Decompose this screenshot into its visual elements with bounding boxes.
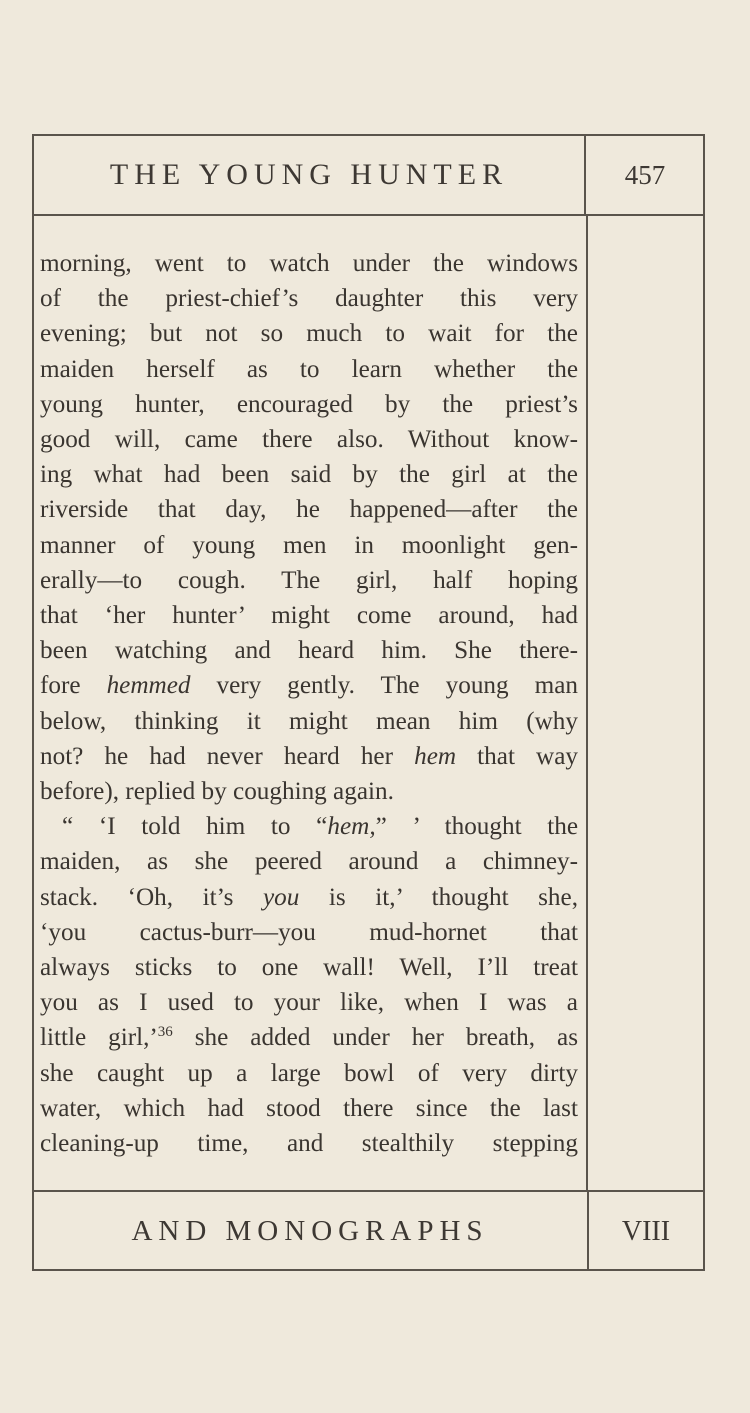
text-line: maiden herself as to learn whether the: [40, 355, 578, 383]
margin-column-rule: [586, 214, 588, 1192]
text-run: very gently. The young man: [190, 672, 578, 700]
text-line: you as I used to your like, when I was a: [40, 989, 578, 1017]
text-line: ‘you cactus-burr—you mud-hornet that: [40, 918, 578, 946]
text-line: manner of young men in moonlight gen-: [40, 531, 578, 559]
volume-number: VIII: [621, 1215, 671, 1247]
text-run: ” ’ thought the: [375, 813, 579, 841]
text-line: young hunter, encouraged by the priest’s: [40, 390, 578, 418]
italic-word: you: [262, 883, 300, 911]
text-line: [40, 739, 578, 774]
text-line: [40, 1020, 578, 1055]
text-line: [40, 668, 578, 703]
text-line: good will, came there also. Without know-: [40, 426, 578, 454]
text-line: maiden, as she peered around a chimney-: [40, 848, 578, 876]
text-run: little girl,’: [40, 1024, 158, 1052]
text-line: below, thinking it might mean him (why: [40, 707, 578, 735]
text-line: been watching and heard him. She there-: [40, 637, 578, 665]
text-line: erally—to cough. The girl, half hoping: [40, 566, 578, 594]
text-line: of the priest-chief’s daughter this very: [40, 285, 578, 313]
italic-word: hem,: [327, 813, 376, 841]
body-text: [40, 246, 578, 1161]
running-head-title: THE YOUNG HUNTER: [109, 158, 509, 191]
text-line: riverside that day, he happened—after the: [40, 496, 578, 524]
text-line: water, which had stood there since the last: [40, 1094, 578, 1122]
text-run: “ ‘I told him to “: [62, 813, 328, 841]
text-line: always sticks to one wall! Well, I’ll treat: [40, 954, 578, 982]
page-number: 457: [624, 159, 666, 190]
italic-word: hemmed: [106, 672, 191, 700]
italic-word: hem: [414, 742, 457, 770]
running-foot-series: AND MONOGRAPHS: [131, 1215, 489, 1247]
footnote-marker: 36: [157, 1024, 173, 1041]
text-line: [40, 809, 578, 844]
text-line: [40, 880, 578, 915]
text-line: morning, went to watch under the windows: [40, 250, 578, 277]
text-line: before), replied by coughing again.: [40, 778, 394, 806]
text-run: fore: [40, 672, 107, 700]
text-run: that way: [456, 742, 578, 770]
text-run: she added under her breath, as: [172, 1024, 578, 1052]
text-run: stack. ‘Oh, it’s: [40, 883, 263, 911]
text-run: is it,’ thought she,: [299, 883, 578, 911]
text-line: cleaning-up time, and stealthily stepping: [40, 1130, 578, 1158]
text-line: that ‘her hunter’ might come around, had: [40, 602, 578, 630]
text-line: she caught up a large bowl of very dirty: [40, 1059, 578, 1087]
text-line: ing what had been said by the girl at the: [40, 461, 578, 489]
text-line: evening; but not so much to wait for the: [40, 320, 578, 348]
text-run: not? he had never heard her: [40, 742, 415, 770]
